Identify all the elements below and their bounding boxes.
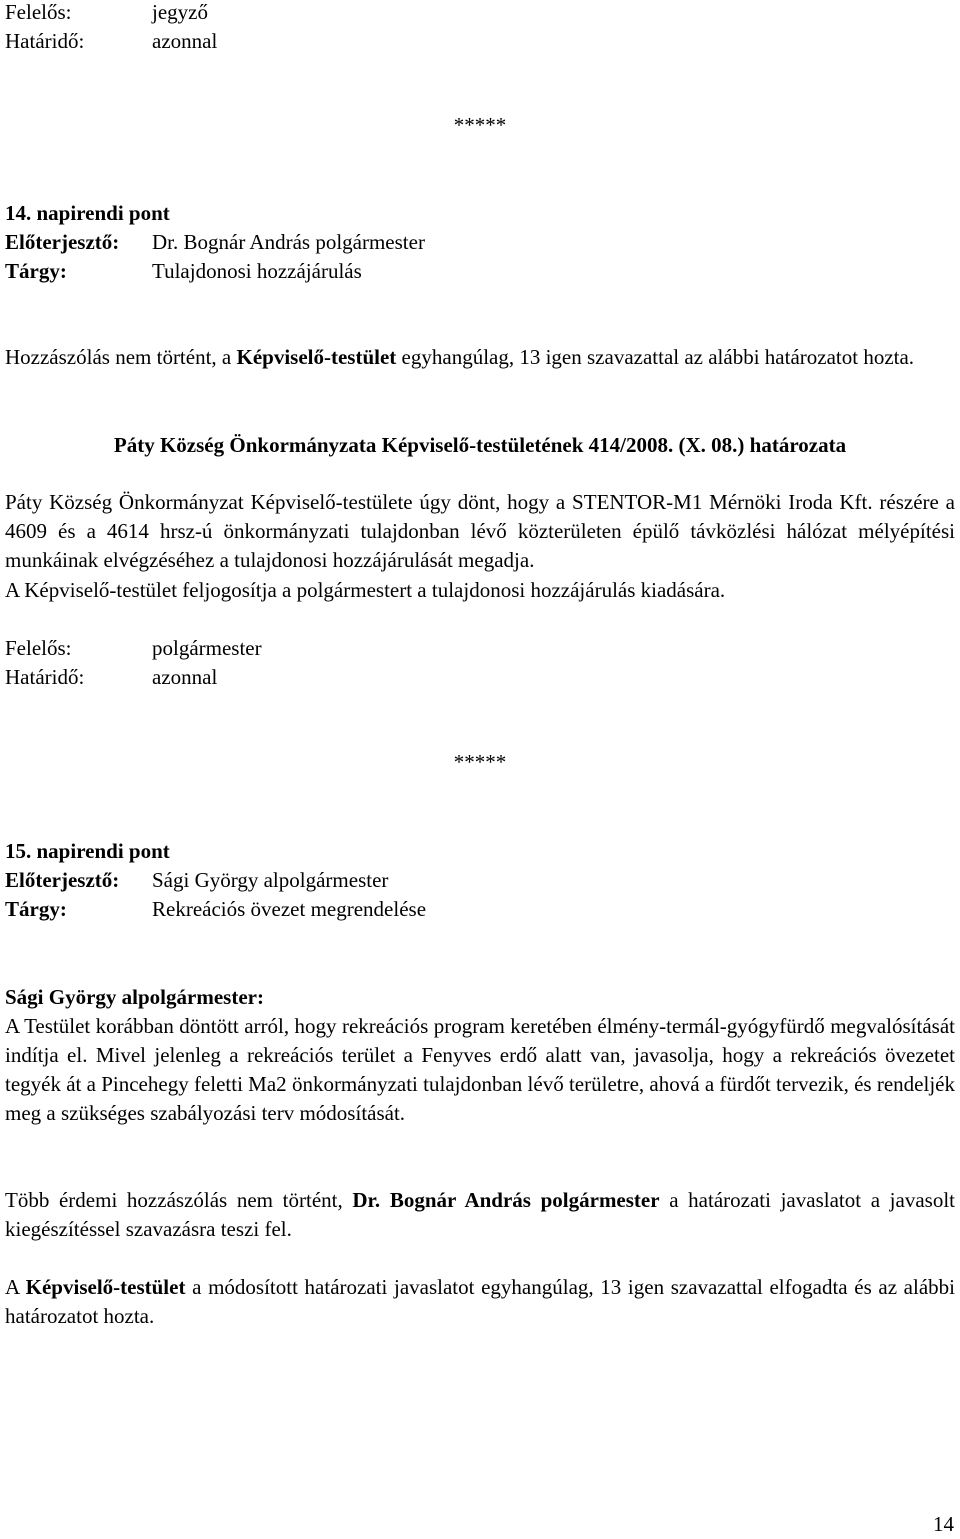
item14-eloterjeszto-value: Dr. Bognár András polgármester xyxy=(152,230,425,254)
hatarido-value: azonnal xyxy=(152,29,218,53)
item15-p2-bold: Dr. Bognár András polgármester xyxy=(352,1188,660,1212)
item15-eloterjeszto-label: Előterjesztő: xyxy=(5,868,120,892)
item14-eloterjeszto-label: Előterjesztő: xyxy=(5,230,120,254)
item15-p2-pre: Több érdemi hozzászólás nem történt, xyxy=(5,1188,353,1212)
item14-intro-post: egyhangúlag, 13 igen szavazattal az alábbi határozatot hozta. xyxy=(396,345,915,369)
item15-speaker: Sági György alpolgármester: xyxy=(5,985,264,1009)
item15-eloterjeszto-value: Sági György alpolgármester xyxy=(152,868,389,892)
separator-stars-2: ***** xyxy=(453,750,507,774)
item15-targy-label: Tárgy: xyxy=(5,897,67,921)
item14-intro xyxy=(5,343,955,372)
item14-felelos-label: Felelős: xyxy=(5,636,72,660)
item15-targy-value: Rekreációs övezet megrendelése xyxy=(152,897,427,921)
item14-resolution-text2: A Képviselő-testület feljogosítja a polgármestert a tulajdonosi hozzájárulás kiadására. xyxy=(5,578,726,602)
item14-targy-value: Tulajdonosi hozzájárulás xyxy=(152,259,362,283)
item14-targy-label: Tárgy: xyxy=(5,259,67,283)
item15-paragraph-2 xyxy=(5,1186,955,1244)
item14-heading: 14. napirendi pont xyxy=(5,201,170,225)
item15-p2-post: a határozati javaslatot a javasolt kiegészítéssel szavazásra teszi fel. xyxy=(5,1188,956,1241)
item14-intro-pre: Hozzászólás nem történt, a xyxy=(5,345,237,369)
prev-item-footer xyxy=(5,0,955,56)
item14-resolution-title: Páty Község Önkormányzata Képviselő-testületének 414/2008. (X. 08.) határozata xyxy=(113,433,847,457)
item15-p3-pre: A xyxy=(5,1275,26,1299)
item14-felelos-value: polgármester xyxy=(152,636,262,660)
item14-intro-bold: Képviselő-testület xyxy=(236,345,397,369)
felelos-label: Felelős: xyxy=(5,0,72,24)
item14-hatarido-label: Határidő: xyxy=(5,665,85,689)
separator-stars: ***** xyxy=(453,113,507,137)
item14-hatarido-value: azonnal xyxy=(152,665,218,689)
item15-paragraph-3 xyxy=(5,1273,955,1331)
page-number: 14 xyxy=(933,1512,954,1536)
item15-heading: 15. napirendi pont xyxy=(5,839,170,863)
hatarido-label: Határidő: xyxy=(5,29,85,53)
item15-header xyxy=(5,837,955,924)
item14-header xyxy=(5,199,955,286)
item15-speech: A Testület korábban döntött arról, hogy rekreációs program keretében élmény-termál-gyógyfürdő megvalósítását indítja el. Mivel jelenleg a rekreációs terület a Fenyves erdő alatt van, javasolja, hogy a rekreációs övezetet tegyék át a Pincehegy feletti Ma2 önkormányzati tulajdonban lévő területre, ahová a fürdőt tervezik, és rendeljék meg a szükséges szabályozási terv módosítását. xyxy=(5,1014,955,1125)
felelos-value: jegyző xyxy=(152,0,208,24)
item14-resolution-text: Páty Község Önkormányzat Képviselő-testülete úgy dönt, hogy a STENTOR-M1 Mérnöki Iroda Kft. részére a 4609 és a 4614 hrsz-ú önkormányzati tulajdonban lévő közterületen épülő távközlési hálózat mélyépítési munkáinak elvégzéséhez a tulajdonosi hozzájárulását megadja. xyxy=(5,490,955,572)
item15-p3-bold: Képviselő-testület xyxy=(25,1275,186,1299)
item15-p3-post: a módosított határozati javaslatot egyhangúlag, 13 igen szavazattal elfogadta és az alábbi határozatot hozta. xyxy=(5,1275,955,1328)
item14-footer xyxy=(5,634,955,692)
